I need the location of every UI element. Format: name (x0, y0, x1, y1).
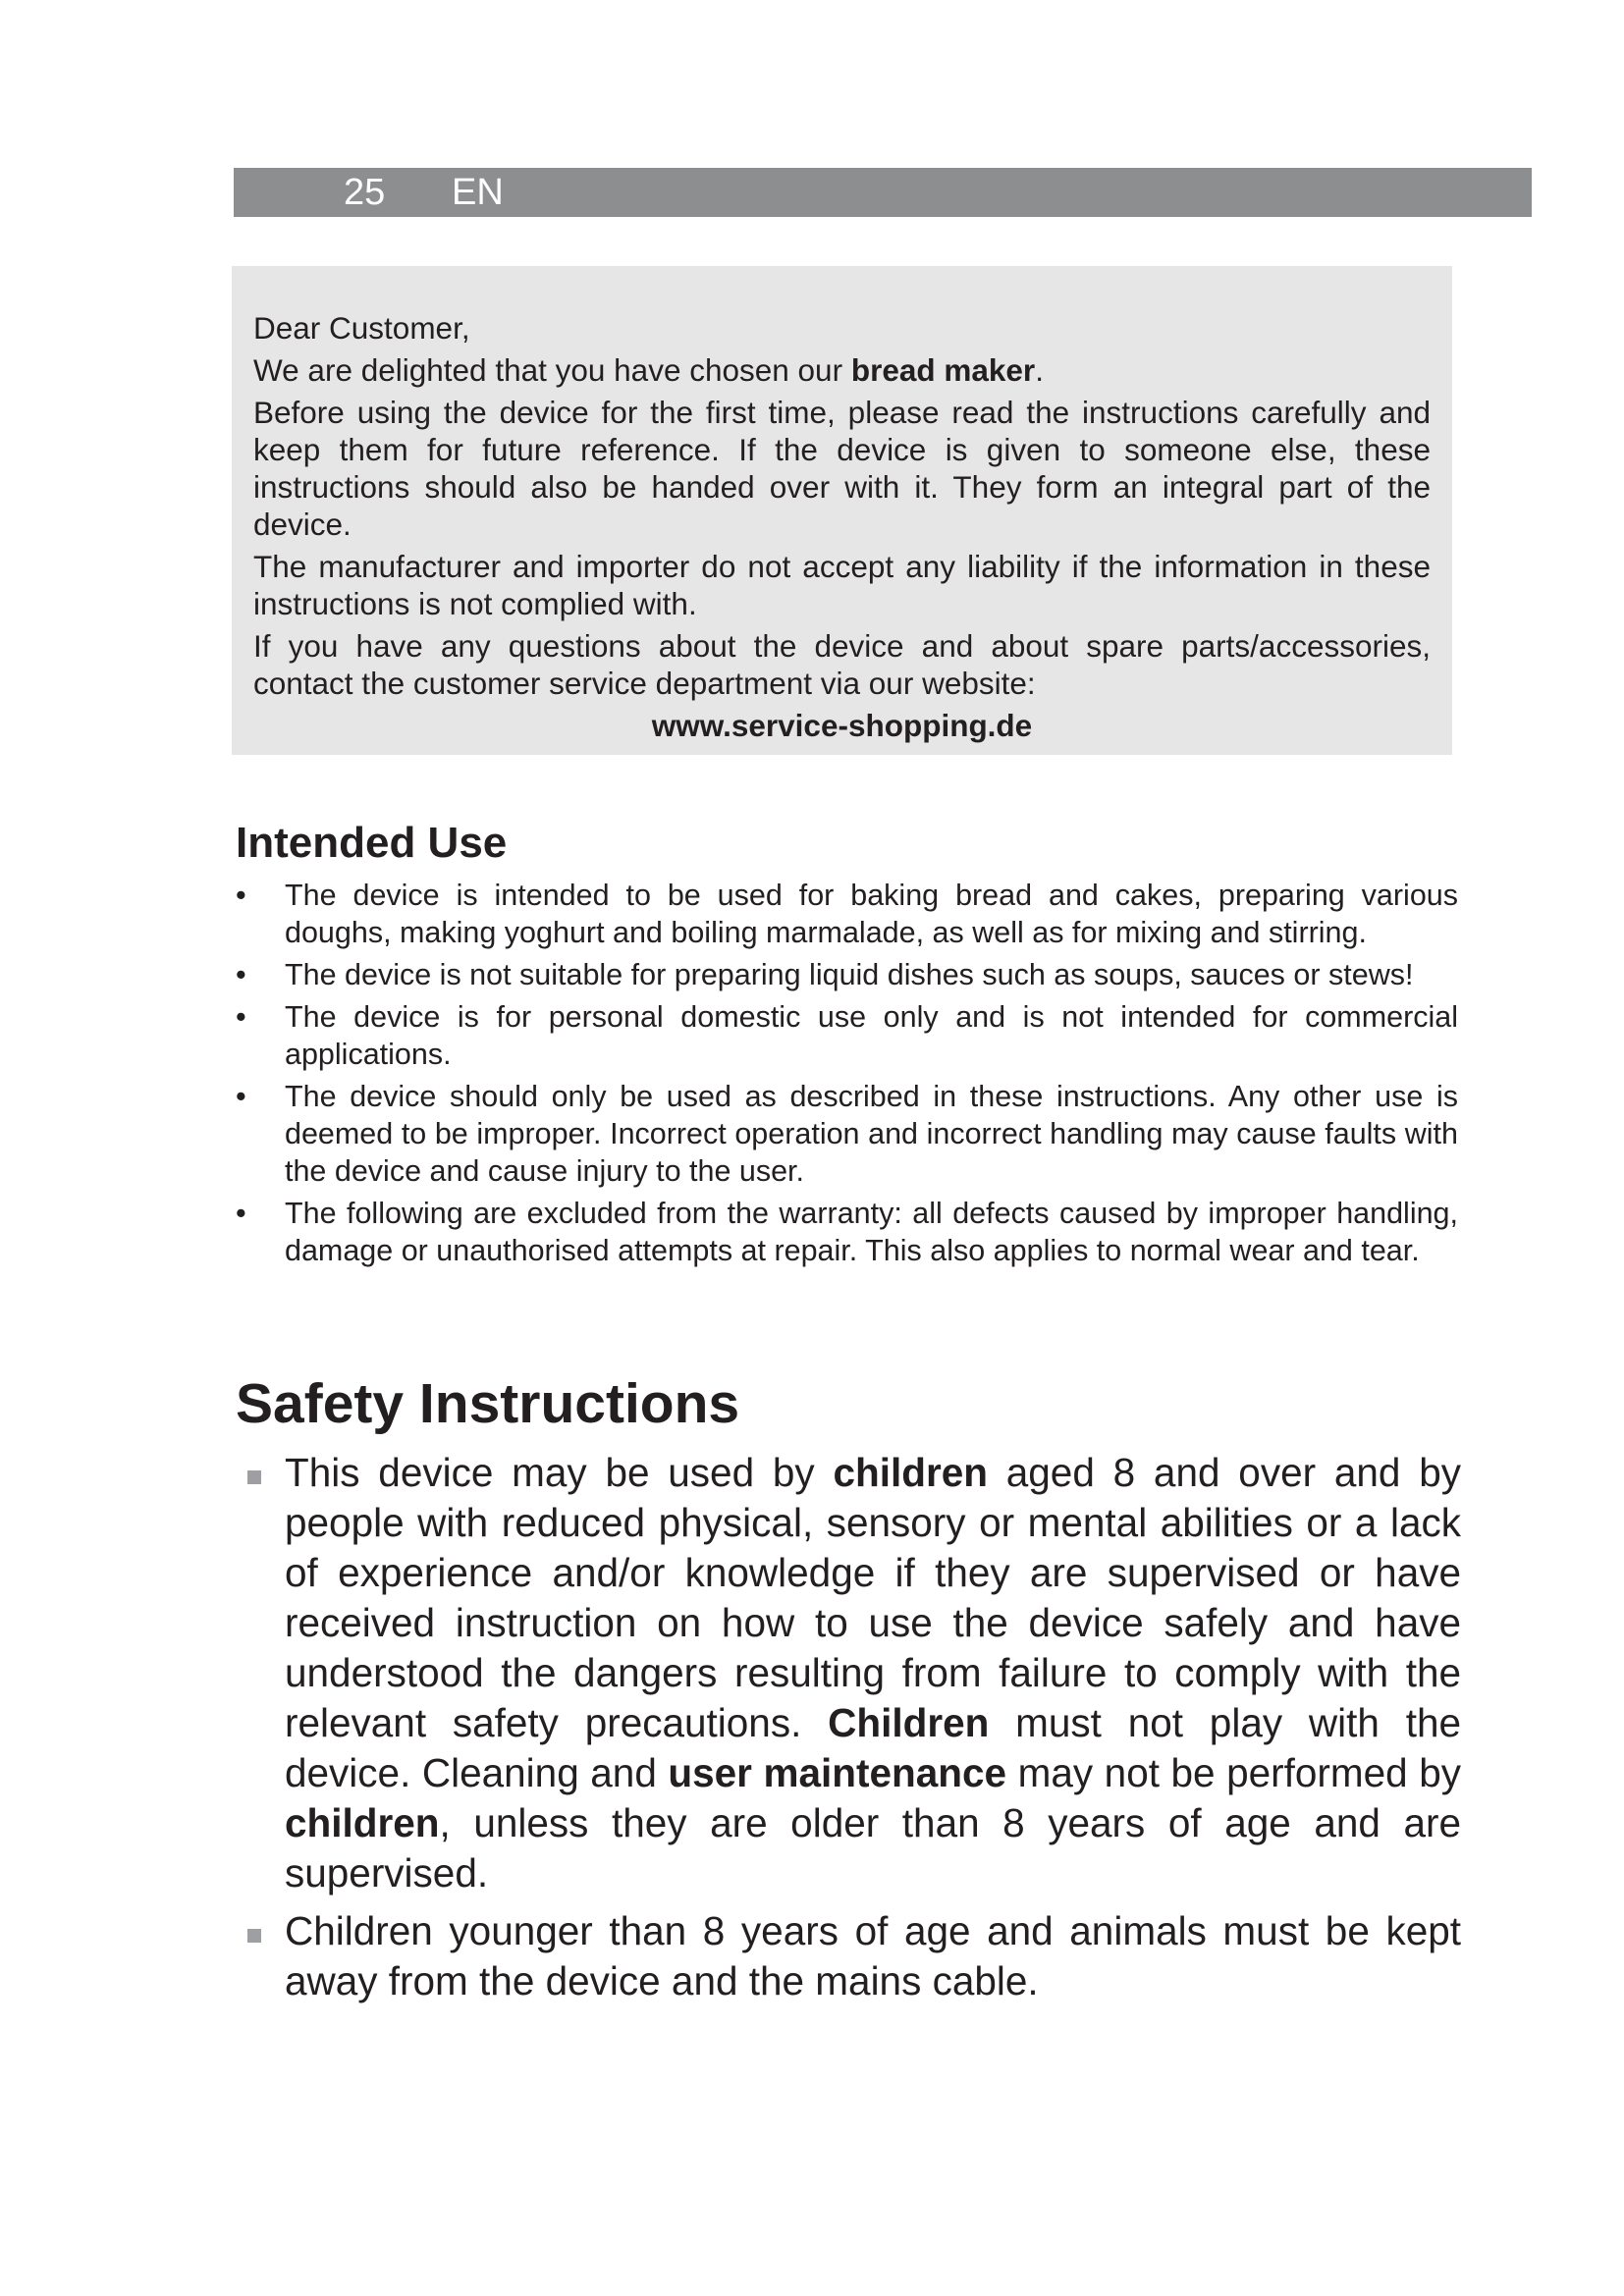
intro-paragraph-2: Before using the device for the first time, please read the instructions carefully and keep them for future reference. If the device is given to someone else, these instructions should also be handed over with it. They form an integral part of the device. (253, 395, 1431, 542)
list-item: Children younger than 8 years of age and animals must be kept away from the device and the mains cable. (236, 1906, 1461, 2006)
intended-use-list (236, 877, 1458, 1274)
list-item: • The device should only be used as described in these instructions. Any other use is deemed to be improper. Incorrect operation and incorrect handling may cause faults with the device and cause injury to the user. (236, 1080, 1458, 1188)
intro-line-1: We are delighted that you have chosen our bread maker. (253, 352, 1044, 388)
safety-instructions-title: Safety Instructions (236, 1372, 740, 1435)
intro-box (232, 266, 1452, 755)
bullet-icon: • (236, 1080, 246, 1113)
bullet-icon: • (236, 958, 246, 991)
website-link[interactable]: www.service-shopping.de (651, 708, 1033, 743)
list-item: This device may be used by children aged 8 and over and by people with reduced physical, sensory or mental abilities or a lack of experience and/or knowledge if they are supervised or have received instruction on how to use the device safely and have understood the dangers resulting from failure to comply with the relevant safety precautions. Children must not play with the device. Cleaning and user maintenance may not be performed by children, unless they are older than 8 years of age and are supervised. (236, 1448, 1461, 1898)
product-name: bread maker (850, 352, 1036, 388)
list-item: • The device is for personal domestic use only and is not intended for commercial applications. (236, 1000, 1458, 1071)
greeting: Dear Customer, (253, 310, 470, 346)
list-item: • The device is not suitable for preparing liquid dishes such as soups, sauces or stews! (236, 958, 1414, 991)
page-header-bar (234, 168, 1532, 217)
square-bullet-icon (247, 1929, 261, 1943)
language-label: EN (452, 172, 504, 213)
intended-use-title: Intended Use (236, 819, 508, 867)
list-item: • The device is intended to be used for baking bread and cakes, preparing various doughs, making yoghurt and boiling marmalade, as well as for mixing and stirring. (236, 879, 1458, 949)
intro-paragraph-4: If you have any questions about the device and about spare parts/accessories, contact the customer service department via our website: (253, 628, 1431, 701)
bullet-icon: • (236, 1000, 246, 1034)
bullet-icon: • (236, 879, 246, 912)
intro-paragraph-3: The manufacturer and importer do not accept any liability if the information in these instructions is not complied with. (253, 549, 1431, 621)
square-bullet-icon (247, 1470, 261, 1484)
safety-instructions-list (236, 1448, 1461, 2014)
bullet-icon: • (236, 1197, 246, 1230)
page-number: 25 (344, 172, 386, 213)
list-item: • The following are excluded from the warranty: all defects caused by improper handling, damage or unauthorised attempts at repair. This also applies to normal wear and tear. (236, 1197, 1458, 1267)
